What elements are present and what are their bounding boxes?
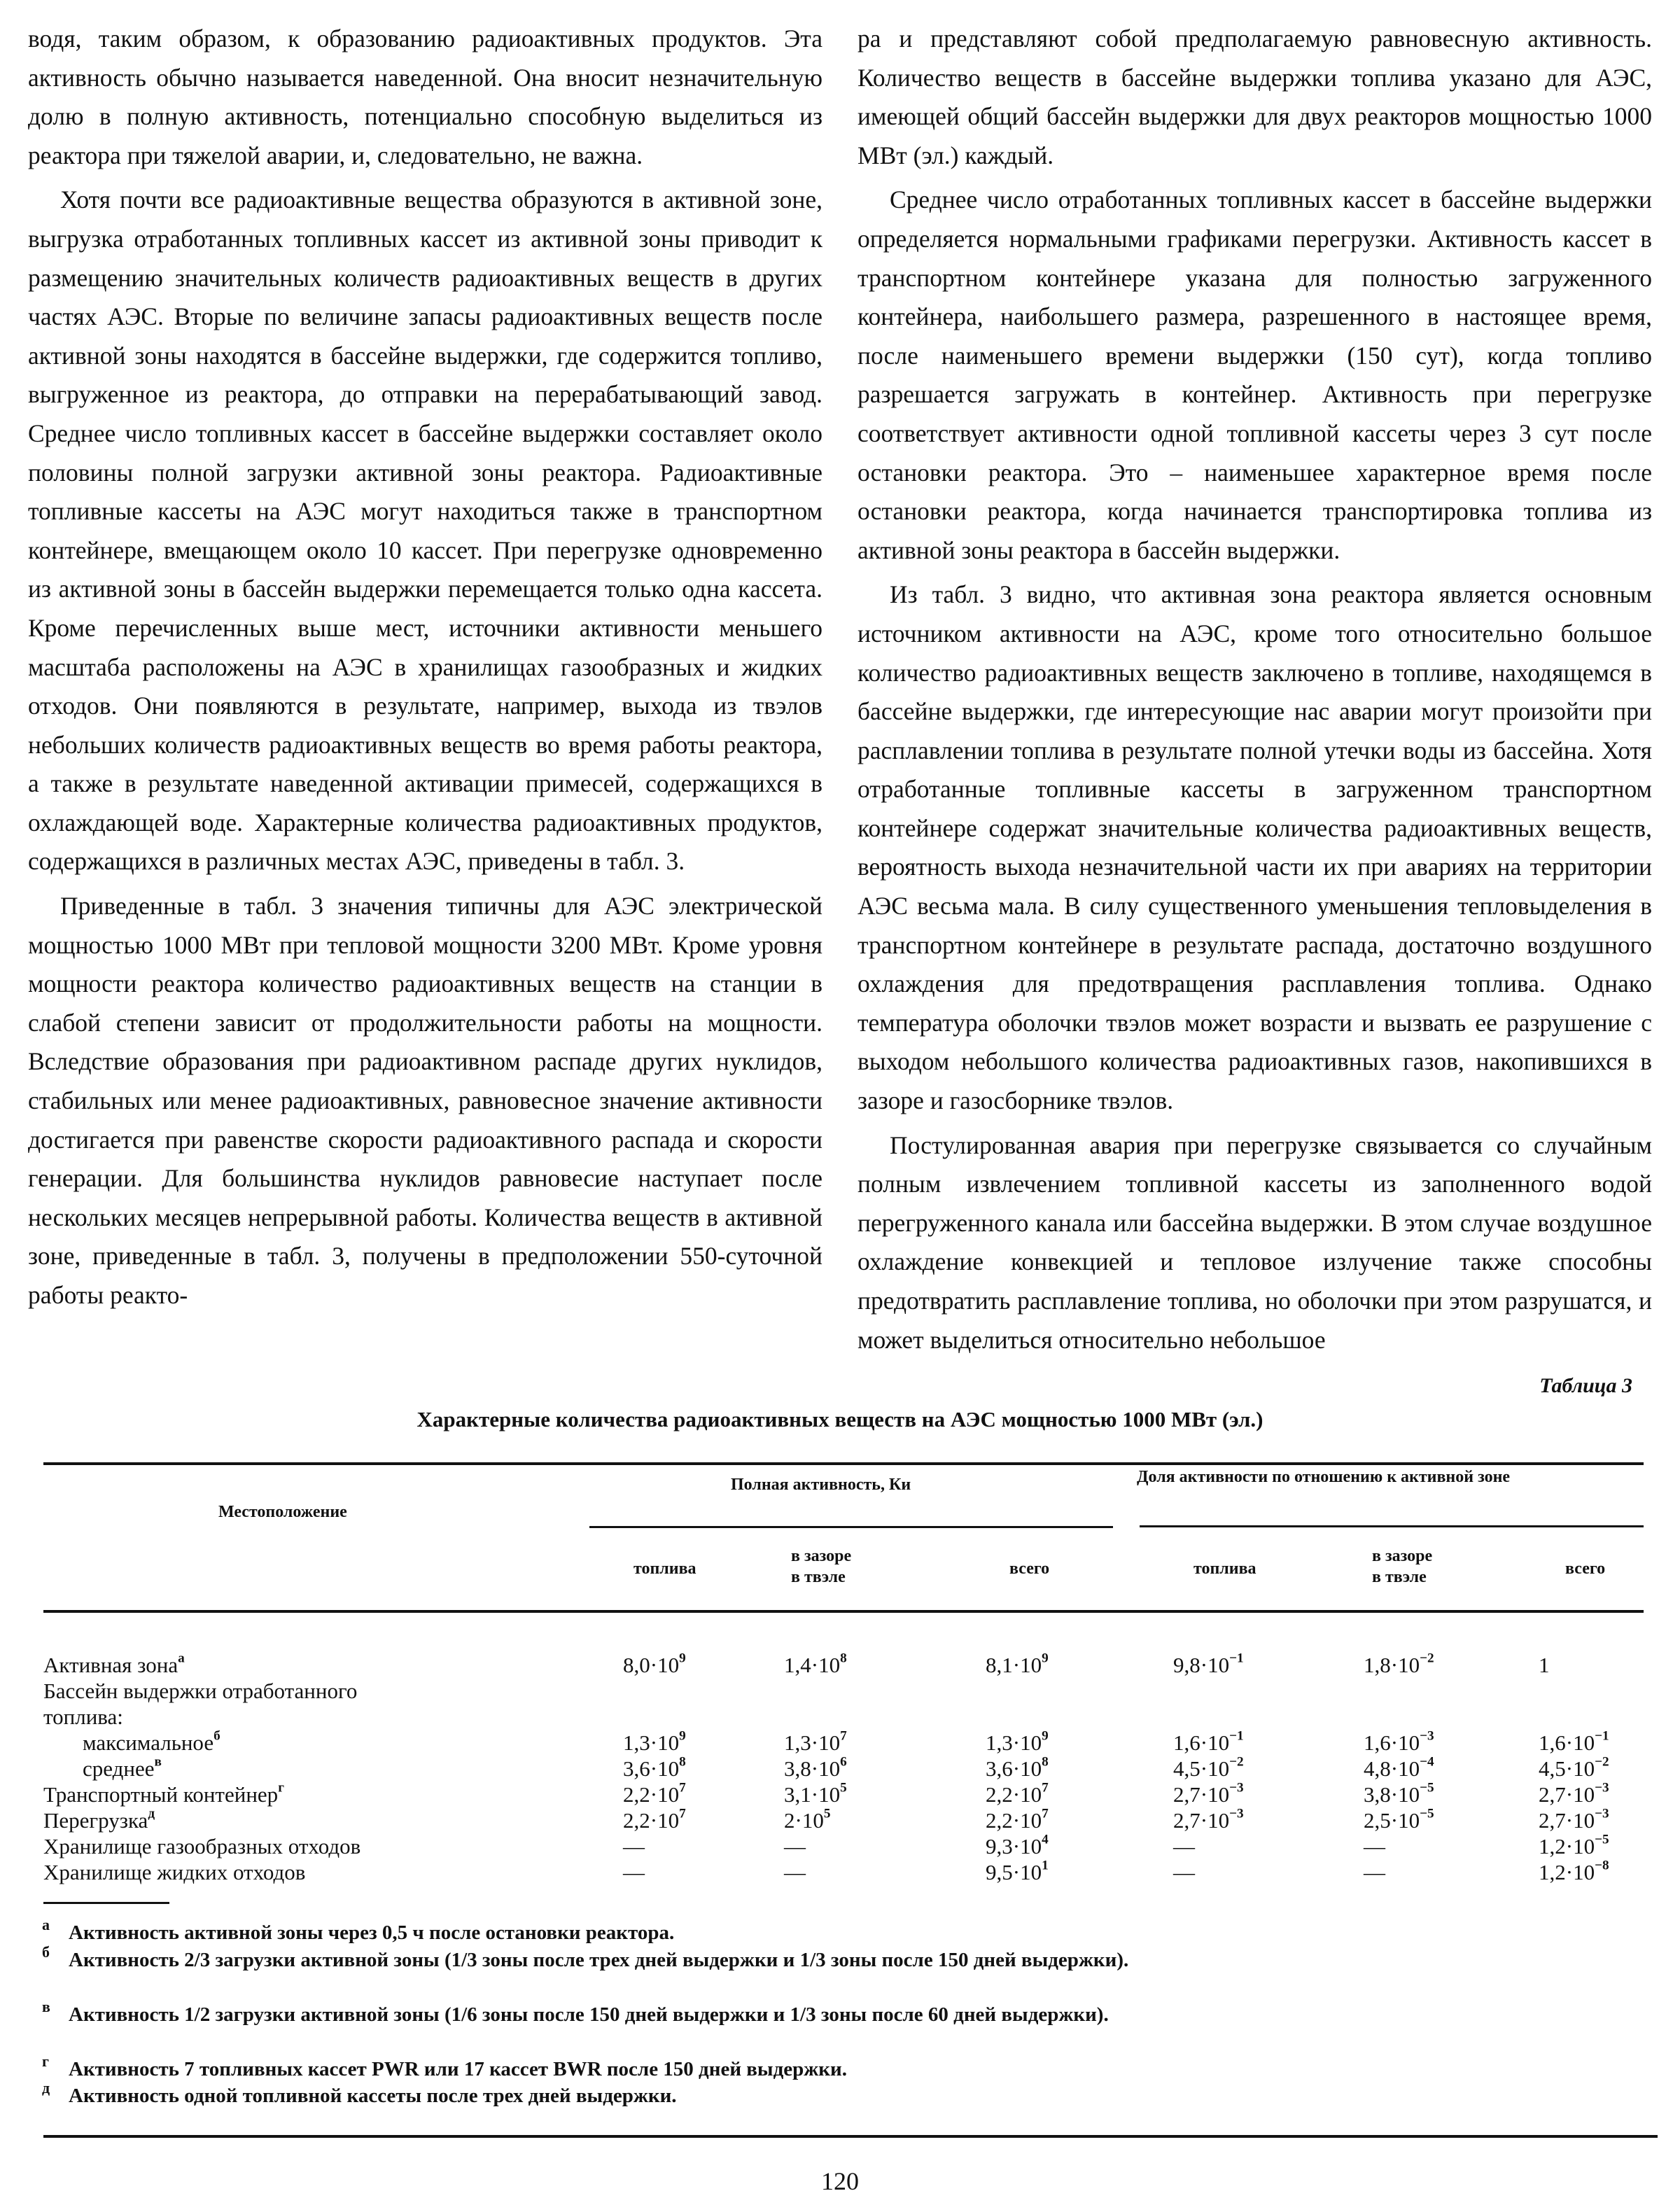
exponent: 1 [1042,1858,1049,1873]
table-row [43,1704,1637,1730]
value-cell: 1 [1539,1653,1550,1677]
exponent: −5 [1420,1806,1434,1821]
footnote-marker: б [214,1728,220,1744]
exponent: 8 [1042,1754,1049,1770]
exponent: −8 [1595,1858,1609,1873]
table-row [43,1652,1637,1678]
value-cell [986,1678,1173,1704]
location-cell: максимальное$^б$ [83,1728,220,1755]
value-cell [623,1678,784,1704]
paragraph: ра и представляют собой предполагаемую равновесную активность. Количество веществ в бассейне выдержки топлива указано для АЭС, имеющей общий бассейн выдержки для двух реакторов мощностью 1000 МВт (эл.) каждый. [858,24,1652,169]
exponent: 7 [1042,1780,1049,1795]
exponent: 7 [679,1806,686,1821]
footnote-rule [43,1902,169,1904]
header-activity-fraction: Доля активности по отношению к активной зоне [1137,1468,1511,1486]
footnote-marker: г [278,1780,284,1795]
footnote-text: Активность 7 топливных кассет PWR или 17 кассет BWR после 150 дней выдержки. [69,2058,847,2080]
location-cell: топлива: [43,1704,123,1729]
value-cell: $4,8\cdot 10^{-4}$ [1364,1754,1434,1781]
paragraph: Приведенные в табл. 3 значения типичны для АЭС электрической мощностью 1000 МВт при тепловой мощности 3200 МВт. Кроме уровня мощности реактора количество радиоактивных веществ на станции в слабой степени зависит от продолжительности работы на мощности. Вследствие образования при радиоактивном распаде других нуклидов, стабильных или менее радиоактивных, равновесное значение активности достигается при равенстве скорости радиоактивного распада и скорости генерации. Для большинства нуклидов равновесие наступает после нескольких месяцев непрерывной работы. Количества веществ в активной зоне, приведенные в табл. 3, получены в предположении 550-суточной работы реакто- [28,892,822,1309]
table-title: Характерные количества радиоактивных веществ на АЭС мощностью 1000 МВт (эл.) [416,1407,1264,1432]
footnote [42,1998,1637,2026]
value-cell: $2,7\cdot 10^{-3}$ [1173,1780,1244,1807]
value-cell: $3,6\cdot 10^8$ [623,1754,686,1781]
paragraph: Из табл. 3 видно, что активная зона реактора является основным источником активности на АЭС, кроме того относительно большое количество радиоактивных веществ заключено в топливе, находящемся в бассейне выдержки, где интересующие нас аварии могут произойти при расплавлении топлива в результате полной утечки воды из бассейна. Хотя отработанные топливные кассеты в загруженном транспортном контейнере содержат значительные количества радиоактивных веществ, вероятность выхода незначительной части их при авариях на территории АЭС весьма мала. В силу существенного уменьшения тепловыделения в транспортном контейнере в результате распада, достаточно воздушного охлаждения для предотвращения расплавления топлива. Однако температура оболочки твэлов может возрасти и вызвать ее разрушение с выходом небольшого количества радиоактивных газов, накопившихся в зазоре и газосборнике твэлов. [858,580,1652,1115]
value-cell: $3,6\cdot 10^8$ [986,1754,1049,1781]
header-gap-line2: в твэле [791,1568,846,1586]
value-cell: $1,4\cdot 10^8$ [784,1651,847,1677]
location-cell: Хранилище газообразных отходов [43,1834,361,1858]
table-row [43,1730,1637,1756]
exponent: −2 [1595,1754,1609,1770]
exponent: 9 [679,1651,686,1666]
value-cell: $2,7\cdot 10^{-3}$ [1173,1806,1244,1833]
value-cell [1539,1704,1637,1730]
paragraph: Постулированная авария при перегрузке связывается со случайным полным извлечением топливной кассеты из заполненного водой перегруженного канала или бассейна выдержки. В этом случае воздушное охлаждение конвекцией и тепловое излучение также способны предотвратить расплавление топлива, но оболочки при этом разрушатся, и может выделиться относительно небольшое [858,1130,1652,1354]
footnote [42,1916,1637,1945]
value-cell: $1,3\cdot 10^9$ [986,1728,1049,1755]
location-cell: Хранилище жидких отходов [43,1860,306,1884]
value-cell: $3,8\cdot 10^{-5}$ [1364,1780,1434,1807]
value-cell: $2,2\cdot 10^7$ [986,1780,1049,1807]
value-cell: $2,2\cdot 10^7$ [623,1780,686,1807]
value-cell [623,1704,784,1730]
table-row [43,1756,1637,1782]
paragraph: Среднее число отработанных топливных кассет в бассейне выдержки определяется нормальными графиками перегрузки. Активность кассет в транспортном контейнере указана для полностью загруженного контейнера, наибольшего размера, разрешенного в настоящее время, после наименьшего времени выдержки (150 сут), когда топливо разрешается загружать в контейнер. Активность при перегрузке соответствует активности одной топливной кассеты через 3 сут после остановки реактора. Это – наименьшее характерное время после остановки реактора, когда начинается транспортировка топлива из активной зоны реактора в бассейн выдержки. [858,186,1652,564]
value-cell: $8,1\cdot 10^9$ [986,1651,1049,1677]
footnote-text: Активность 2/3 загрузки активной зоны (1/3 зоны после трех дней выдержки и 1/3 зоны после 150 дней выдержки). [69,1949,1129,1971]
exponent: 8 [840,1651,847,1666]
paragraph: водя, таким образом, к образованию радиоактивных продуктов. Эта активность обычно называется наведенной. Она вносит незначительную долю в полную активность, потенциально способную выделиться из реактора при тяжелой аварии, и, следовательно, не важна. [28,24,822,169]
table-row [43,1833,1637,1859]
exponent: −1 [1229,1651,1244,1666]
value-cell: $9,5\cdot 10^1$ [986,1858,1049,1884]
table-row [43,1678,1637,1704]
paragraph: Хотя почти все радиоактивные вещества образуются в активной зоне, выгрузка отработанных топливных кассет из активной зоны приводит к размещению значительных количеств радиоактивных веществ в других частях АЭС. Вторые по величине запасы радиоактивных веществ после активной зоны находятся в бассейне выдержки, где содержится топливо, выгруженное из реактора, до отправки на перерабатывающий завод. Среднее число топливных кассет в бассейне выдержки составляет около половины полной загрузки активной зоны реактора. Радиоактивные топливные кассеты на АЭС могут находиться также в транспортном контейнере, вмещающем около 10 кассет. При перегрузке одновременно из активной зоны в бассейн выдержки перемещается только одна кассета. Кроме перечисленных выше мест, источники активности меньшего масштаба расположены на АЭС в хранилищах газообразных и жидких отходов. Они появляются в результате, например, выхода из твэлов небольших количеств радиоактивных веществ во время работы реактора, а также в результате наведенной активации примесей, содержащихся в охлаждающей воде. Характерные количества радиоактивных продуктов, содержащихся в различных местах АЭС, приведены в табл. 3. [28,186,822,876]
right-column [858,20,1652,1359]
value-cell: $2,7\cdot 10^{-3}$ [1539,1780,1609,1807]
value-cell [1539,1678,1637,1704]
exponent: 9 [679,1728,686,1744]
value-cell [1173,1704,1364,1730]
value-cell: $2,2\cdot 10^7$ [623,1806,686,1833]
header-gap-line1: в зазоре [791,1547,852,1565]
location-cell: Бассейн выдержки отработанного [43,1679,358,1703]
left-column [28,20,822,1359]
footnote-marker: в [42,1998,50,2015]
page-bottom-rule [43,2135,1658,2138]
header-total-activity: Полная активность, Ки [731,1476,911,1494]
value-cell: $8,0\cdot 10^9$ [623,1651,686,1677]
exponent: −3 [1595,1806,1609,1821]
header-total-1: всего [1009,1560,1050,1578]
value-cell [784,1704,986,1730]
value-cell: — [784,1834,806,1858]
location-cell: Перегрузка$^д$ [43,1806,155,1833]
value-cell: $1,3\cdot 10^7$ [784,1728,847,1755]
exponent: −1 [1229,1728,1244,1744]
footnote-text: Активность одной топливной кассеты после трех дней выдержки. [69,2085,677,2107]
value-cell: $4,5\cdot 10^{-2}$ [1539,1754,1609,1781]
header-total-2: всего [1565,1560,1606,1578]
header-gap-1 [791,1546,851,1588]
value-cell: $1,8\cdot 10^{-2}$ [1364,1651,1434,1677]
footnote-marker: в [154,1754,162,1770]
header-fuel-2: топлива [1194,1560,1256,1578]
footnote-marker: а [42,1916,50,1933]
exponent: −2 [1229,1754,1244,1770]
exponent: −5 [1420,1780,1434,1795]
data-table [43,1652,1637,1885]
value-cell: — [784,1860,806,1884]
exponent: 7 [1042,1806,1049,1821]
exponent: −3 [1229,1780,1244,1795]
exponent: 5 [840,1780,847,1795]
exponent: 8 [679,1754,686,1770]
exponent: −3 [1229,1806,1244,1821]
value-cell: $1,2\cdot 10^{-8}$ [1539,1858,1609,1884]
exponent: 6 [840,1754,847,1770]
location-cell: среднее$^в$ [83,1754,162,1781]
header-gap-line2: в твэле [1372,1568,1427,1586]
exponent: −1 [1595,1728,1609,1744]
value-cell: $2,2\cdot 10^7$ [986,1806,1049,1833]
exponent: −3 [1420,1728,1434,1744]
value-cell: $9,3\cdot 10^4$ [986,1832,1049,1858]
footnote-marker: г [42,2052,49,2070]
value-cell [986,1704,1173,1730]
location-cell: Транспортный контейнер$^г$ [43,1780,284,1807]
header-group2-rule [1140,1525,1644,1527]
value-cell: — [1173,1860,1195,1884]
table-row [43,1859,1637,1885]
footnote [42,2052,1637,2081]
exponent: −3 [1595,1780,1609,1795]
page-number: 120 [821,2167,859,2195]
value-cell: — [623,1860,645,1884]
table-row [43,1807,1637,1833]
header-fuel-1: топлива [634,1560,696,1578]
value-cell: — [623,1834,645,1858]
value-cell: $3,1\cdot 10^5$ [784,1780,847,1807]
header-gap-2 [1372,1546,1432,1588]
exponent: −2 [1420,1651,1434,1666]
value-cell: $1,3\cdot 10^9$ [623,1728,686,1755]
header-location: Местоположение [218,1503,347,1521]
exponent: 5 [823,1806,831,1821]
exponent: −4 [1420,1754,1434,1770]
value-cell [1364,1704,1539,1730]
header-gap-line1: в зазоре [1372,1547,1433,1565]
exponent: 9 [1042,1728,1049,1744]
footnote-marker: б [42,1943,50,1961]
exponent: 9 [1042,1651,1049,1666]
footnote [42,2079,1637,2108]
value-cell: — [1364,1834,1385,1858]
value-cell: $1,6\cdot 10^{-1}$ [1539,1728,1609,1755]
value-cell: $4,5\cdot 10^{-2}$ [1173,1754,1244,1781]
footnote-text: Активность 1/2 загрузки активной зоны (1/6 зоны после 150 дней выдержки и 1/3 зоны после 60 дней выдержки). [69,2003,1109,2026]
table-label: Таблица 3 [1539,1374,1632,1397]
body-text [28,20,1652,1359]
value-cell: $1,6\cdot 10^{-1}$ [1173,1728,1244,1755]
value-cell [1173,1678,1364,1704]
footnote [42,1943,1637,1972]
header-group1-rule [589,1526,1113,1528]
value-cell: $2,7\cdot 10^{-3}$ [1539,1806,1609,1833]
exponent: −5 [1595,1832,1609,1847]
exponent: 7 [679,1780,686,1795]
value-cell: $3,8\cdot 10^6$ [784,1754,847,1781]
value-cell: — [1364,1860,1385,1884]
footnote-marker: д [148,1806,155,1821]
value-cell: $1,2\cdot 10^{-5}$ [1539,1832,1609,1858]
value-cell: $2\cdot 10^5$ [784,1806,831,1833]
location-cell: Активная зона$^а$ [43,1651,185,1677]
footnote-text: Активность активной зоны через 0,5 ч после остановки реактора. [69,1921,675,1944]
footnote-marker: а [178,1651,185,1666]
value-cell: $9,8\cdot 10^{-1}$ [1173,1651,1244,1677]
table-row [43,1782,1637,1807]
footnote-marker: д [42,2079,50,2096]
header-bottom-rule [43,1610,1644,1613]
value-cell: $1,6\cdot 10^{-3}$ [1364,1728,1434,1755]
value-cell: — [1173,1834,1195,1858]
value-cell: $2,5\cdot 10^{-5}$ [1364,1806,1434,1833]
table-top-rule [43,1462,1644,1465]
value-cell [1364,1678,1539,1704]
exponent: 7 [840,1728,847,1744]
value-cell [784,1678,986,1704]
exponent: 4 [1042,1832,1049,1847]
